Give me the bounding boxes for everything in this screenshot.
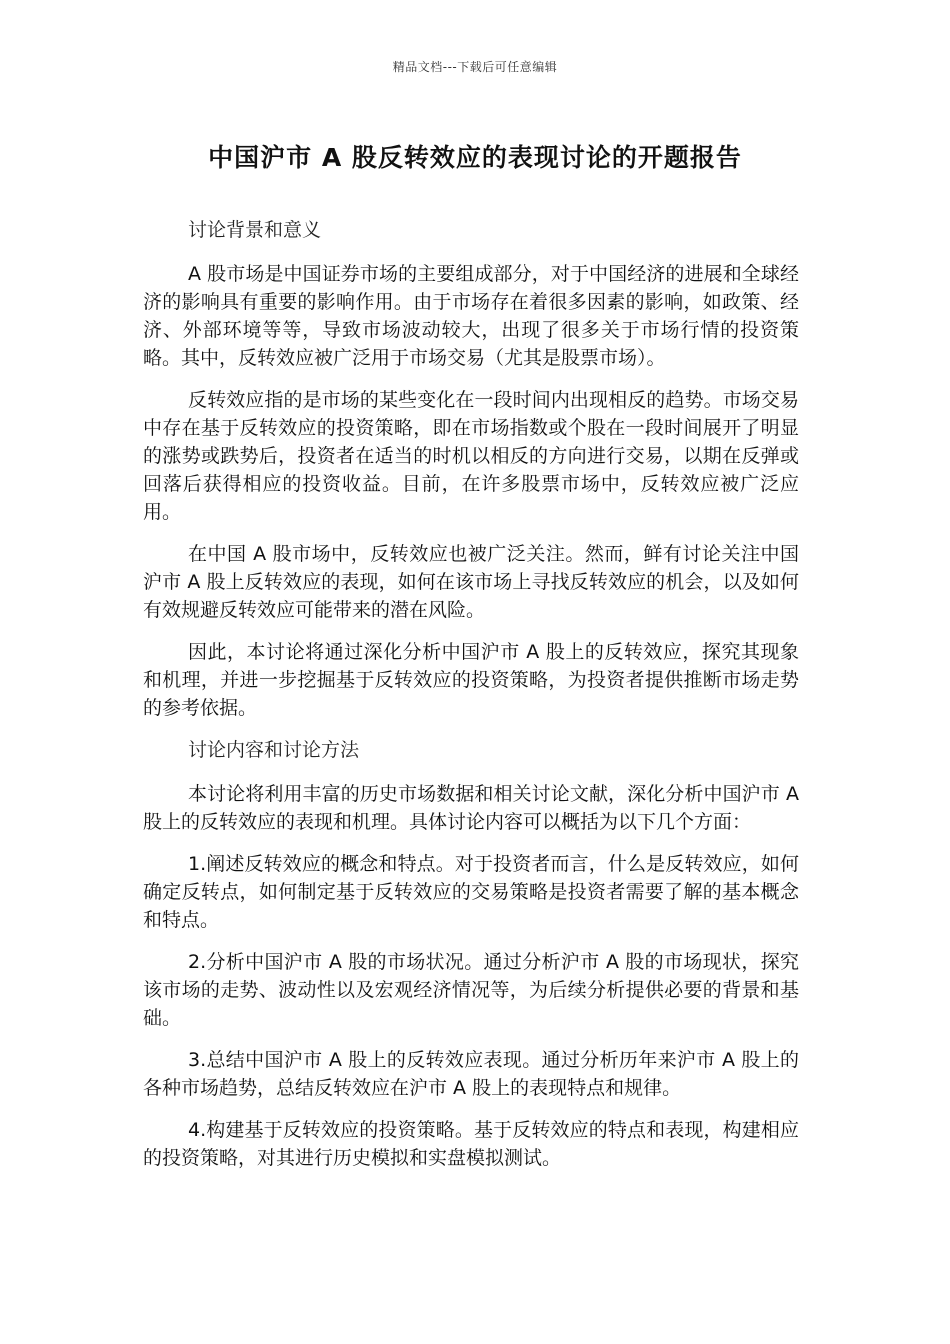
paragraph: 反转效应指的是市场的某些变化在一段时间内出现相反的趋势。市场交易中存在基于反转效应的投资策略，即在市场指数或个股在一段时间展开了明显的涨势或跌势后，投资者在适当的时机以相反的方向进行交易，以期在反弹或回落后获得相应的投资收益。目前，在许多股票市场中，反转效应被广泛应用。 bbox=[143, 389, 799, 523]
header-note: 精品文档---下载后可任意编辑 bbox=[392, 60, 558, 74]
paragraph: 因此，本讨论将通过深化分析中国沪市 A 股上的反转效应，探究其现象和机理，并进一步挖掘基于反转效应的投资策略，为投资者提供推断市场走势的参考依据。 bbox=[143, 641, 799, 719]
document-body bbox=[143, 216, 799, 1186]
paragraph: 在中国 A 股市场中，反转效应也被广泛关注。然而，鲜有讨论关注中国沪市 A 股上反转效应的表现，如何在该市场上寻找反转效应的机会，以及如何有效规避反转效应可能带来的潜在风险。 bbox=[143, 543, 799, 621]
section-heading-background: 讨论背景和意义 bbox=[188, 219, 322, 241]
section-heading-content-method: 讨论内容和讨论方法 bbox=[188, 739, 360, 761]
list-item: 3.总结中国沪市 A 股上的反转效应表现。通过分析历年来沪市 A 股上的各种市场趋势，总结反转效应在沪市 A 股上的表现特点和规律。 bbox=[143, 1049, 799, 1099]
list-item: 4.构建基于反转效应的投资策略。基于反转效应的特点和表现，构建相应的投资策略，对其进行历史模拟和实盘模拟测试。 bbox=[143, 1119, 799, 1169]
paragraph: A 股市场是中国证券市场的主要组成部分，对于中国经济的进展和全球经济的影响具有重要的影响作用。由于市场存在着很多因素的影响，如政策、经济、外部环境等等，导致市场波动较大，出现了很多关于市场行情的投资策略。其中，反转效应被广泛用于市场交易（尤其是股票市场）。 bbox=[143, 263, 799, 369]
list-item: 2.分析中国沪市 A 股的市场状况。通过分析沪市 A 股的市场现状，探究该市场的走势、波动性以及宏观经济情况等，为后续分析提供必要的背景和基础。 bbox=[143, 951, 799, 1029]
list-item: 1.阐述反转效应的概念和特点。对于投资者而言，什么是反转效应，如何确定反转点，如何制定基于反转效应的交易策略是投资者需要了解的基本概念和特点。 bbox=[143, 853, 799, 931]
document-title: 中国沪市 A 股反转效应的表现讨论的开题报告 bbox=[208, 143, 742, 172]
paragraph: 本讨论将利用丰富的历史市场数据和相关讨论文献，深化分析中国沪市 A 股上的反转效应的表现和机理。具体讨论内容可以概括为以下几个方面： bbox=[143, 783, 799, 833]
